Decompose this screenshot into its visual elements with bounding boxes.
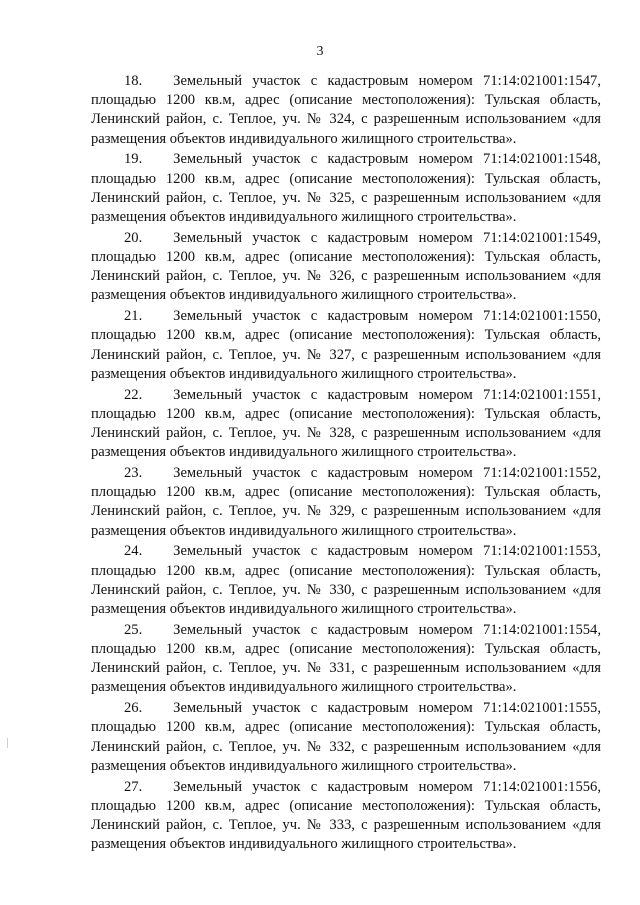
item-number: 27. [124,778,143,795]
item-text: Земельный участок с кадастровым номером 71:14:021001:1553, площадью 1200 кв.м, адрес (описание местоположения): Тульская область, Ленинский район, с. Теплое, уч. № 330, с разрешенным использованием «для размещения объектов индивидуального жилищного строительства». [91,543,601,618]
list-item [91,386,601,463]
page-number: 3 [316,44,324,59]
list-item [91,464,601,541]
item-number: 20. [124,229,143,246]
item-text: Земельный участок с кадастровым номером 71:14:021001:1547, площадью 1200 кв.м, адрес (описание местоположения): Тульская область, Ленинский район, с. Теплое, уч. № 324, с разрешенным использованием «для размещения объектов индивидуального жилищного строительства». [91,73,601,147]
item-number: 19. [124,151,143,168]
list-item [91,699,601,776]
item-number: 21. [124,308,143,325]
list-item [91,229,601,306]
item-number: 23. [124,465,143,482]
item-text: Земельный участок с кадастровым номером 71:14:021001:1551, площадью 1200 кв.м, адрес (описание местоположения): Тульская область, Ленинский район, с. Теплое, уч. № 328, с разрешенным использованием «для размещения объектов индивидуального жилищного строительства». [91,386,601,461]
list-item [91,72,601,149]
list-item [91,150,601,227]
item-number: 18. [124,73,143,89]
item-text: Земельный участок с кадастровым номером 71:14:021001:1549, площадью 1200 кв.м, адрес (описание местоположения): Тульская область, Ленинский район, с. Теплое, уч. № 326, с разрешенным использованием «для размещения объектов индивидуального жилищного строительства». [91,229,601,304]
list-item [91,778,601,855]
item-number: 26. [124,700,143,717]
margin-mark [7,738,8,748]
list-item [91,621,601,698]
item-text: Земельный участок с кадастровым номером 71:14:021001:1550, площадью 1200 кв.м, адрес (описание местоположения): Тульская область, Ленинский район, с. Теплое, уч. № 327, с разрешенным использованием «для размещения объектов индивидуального жилищного строительства». [91,308,601,382]
item-text: Земельный участок с кадастровым номером 71:14:021001:1555, площадью 1200 кв.м, адрес (описание местоположения): Тульская область, Ленинский район, с. Теплое, уч. № 332, с разрешенным использованием «для размещения объектов индивидуального жилищного строительства». [91,700,601,774]
item-text: Земельный участок с кадастровым номером 71:14:021001:1556, площадью 1200 кв.м, адрес (описание местоположения): Тульская область, Ленинский район, с. Теплое, уч. № 333, с разрешенным использованием «для размещения объектов индивидуального жилищного строительства». [91,778,601,853]
item-text: Земельный участок с кадастровым номером 71:14:021001:1554, площадью 1200 кв.м, адрес (описание местоположения): Тульская область, Ленинский район, с. Теплое, уч. № 331, с разрешенным использованием «для размещения объектов индивидуального жилищного строительства». [91,621,601,696]
item-number: 24. [124,543,143,560]
land-plot-list [91,72,601,856]
list-item [91,307,601,384]
list-item [91,542,601,619]
item-number: 22. [124,386,143,403]
item-number: 25. [124,621,143,638]
item-text: Земельный участок с кадастровым номером 71:14:021001:1552, площадью 1200 кв.м, адрес (описание местоположения): Тульская область, Ленинский район, с. Теплое, уч. № 329, с разрешенным использованием «для размещения объектов индивидуального жилищного строительства». [91,465,601,539]
item-text: Земельный участок с кадастровым номером 71:14:021001:1548, площадью 1200 кв.м, адрес (описание местоположения): Тульская область, Ленинский район, с. Теплое, уч. № 325, с разрешенным использованием «для размещения объектов индивидуального жилищного строительства». [91,151,601,226]
